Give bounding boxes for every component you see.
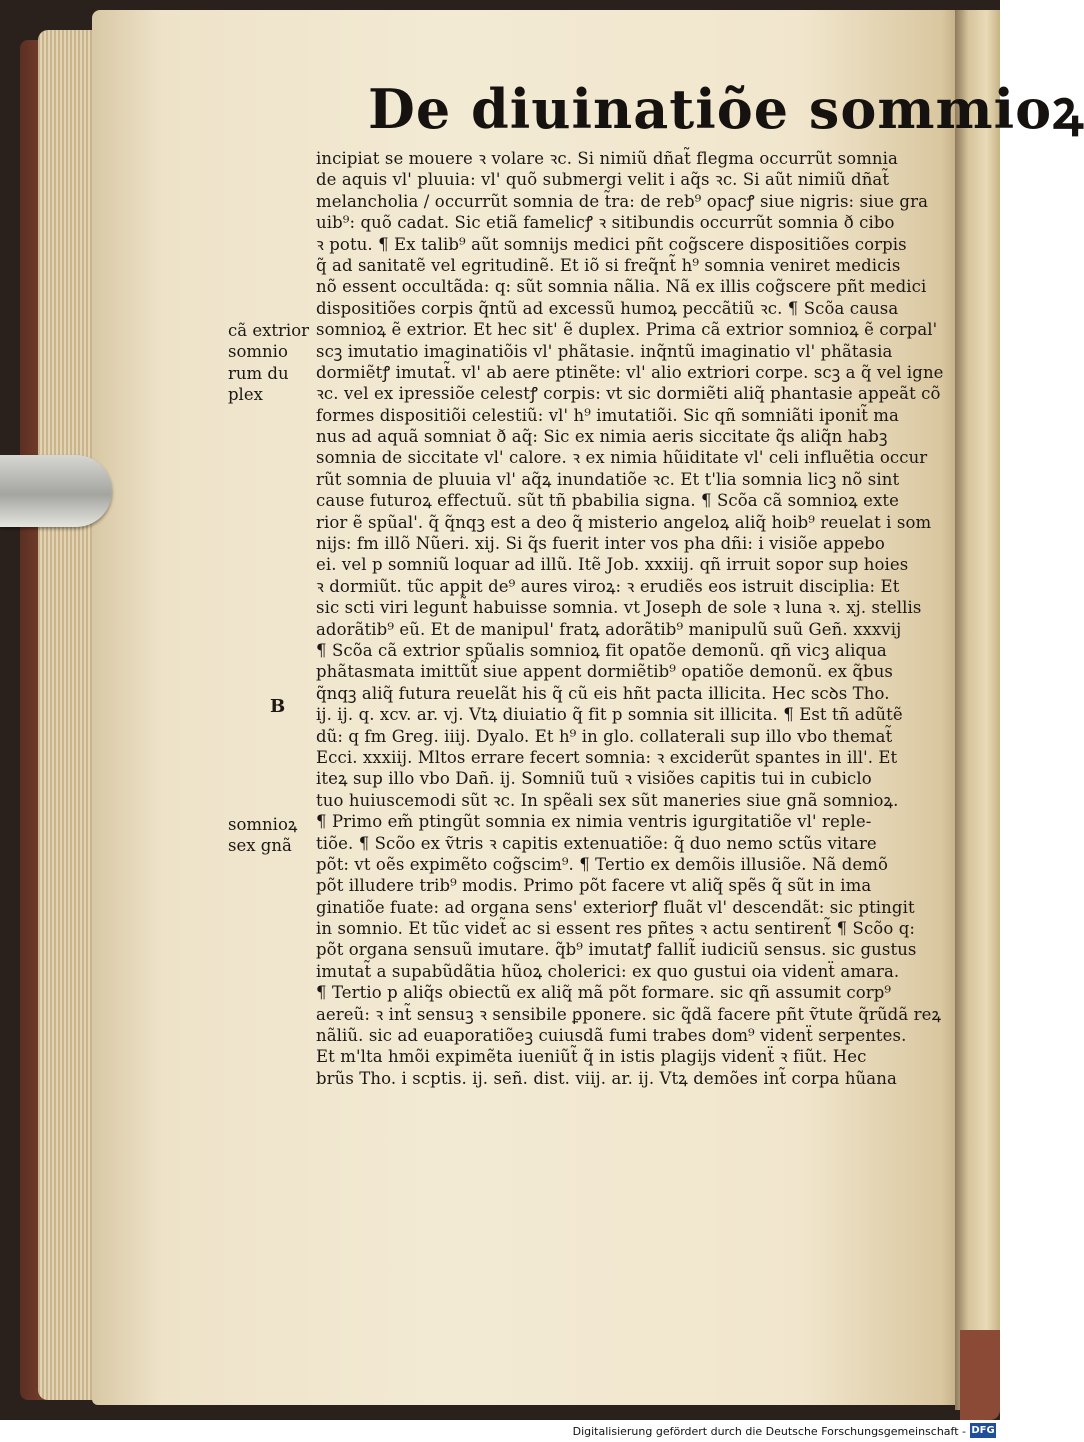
margin-note-causa <box>228 320 309 406</box>
text-line: uib⁹: quõ cadat. Sic etiã famelicꝭ ꝛ sitibundis occurrũt somnia ð cibo <box>316 213 895 233</box>
book-cover-right <box>960 1330 1000 1420</box>
text-line: ꝛc. vel ex ipressiõe celestꝭ corpis: vt sic dormiẽti aliq̃ phantasie appeãt cõ <box>316 384 941 404</box>
text-line: rũt somnia de pluuia vl' aq̃ꝝ inundatiõe ꝛc. Et t'lia somnia licꝫ nõ sint <box>316 469 900 489</box>
margin-note-line: sex gnã <box>228 836 292 856</box>
body-text <box>316 148 944 1089</box>
dfg-logo: DFG <box>971 1425 995 1436</box>
text-line: iteꝝ sup illo vbo Dañ. ij. Somniũ tuũ ꝛ visiões capitis tui in cubiclo <box>316 769 872 789</box>
text-line: q̃nqꝫ aliq̃ futura reuelãt his q̃ cũ eis hñt pacta illicita. Hec scꝺs Tho. <box>316 683 890 703</box>
margin-note-line: somnio <box>228 342 288 362</box>
text-line: cause futuroꝝ effectuũ. sũt tñ pbabilia signa. ¶ Scõa cã somnioꝝ exte <box>316 491 899 511</box>
text-line: incipiat se mouere ꝛ volare ꝛc. Si nimiũ dñat̃ flegma occurrũt somnia <box>316 149 898 168</box>
text-line: põt illudere trib⁹ modis. Primo põt facere vt aliq̃ spẽs q̃ sũt in ima <box>316 876 872 896</box>
text-line: sic scti viri legunt̃ habuisse somnia. vt Joseph de sole ꝛ luna ꝛ. xj. stellis <box>316 598 922 618</box>
text-line: nijs: fm illõ Nũeri. xij. Si q̃s fuerit inter vos pha dñi: i visiõe appebo <box>316 534 885 554</box>
text-line: melancholia / occurrũt somnia de t̃ra: de reb⁹ opacꝭ siue nigris: siue gra <box>316 191 929 211</box>
right-page-edge <box>955 10 1000 1410</box>
margin-note-line: somnioꝝ <box>228 815 298 834</box>
text-line: aereũ: ꝛ int̃ sensuꝫ ꝛ sensibile ꝑponere. sic q̃dã facere pñt ṽtute q̃rũdã reꝝ <box>316 1004 942 1024</box>
text-line: ei. vel p somniũ loquar ad illũ. Itẽ Job. xxxiij. qñ irruit sopor sup hoies <box>316 555 909 575</box>
text-line: nãliũ. sic ad euaporatiõeꝫ cuiusdã fumi trabes dom⁹ videnẗ serpentes. <box>316 1026 907 1046</box>
page-title: De diuinatiõe sommioꝝ <box>368 77 1084 141</box>
text-line: de aquis vl' pluuia: vl' quõ submergi velit i aq̃s ꝛc. Si aũt nimiũ dñat̃ <box>316 170 890 190</box>
text-line: ¶ Scõa cã extrior spũalis somnioꝝ fit opatõe demonũ. qñ vicꝫ aliqua <box>316 640 887 660</box>
text-line: põt: vt oẽs expimẽto cog̃scim⁹. ¶ Tertio ex demõis illusiõe. Nã demõ <box>316 854 889 874</box>
margin-note-line: plex <box>228 385 263 405</box>
text-line: ꝛ dormiũt. tũc appit de⁹ aures viroꝝ: ꝛ erudiẽs eos istruit disciplia: Et <box>316 576 900 596</box>
text-line: dispositiões corpis q̃ntũ ad excessũ humoꝝ peccãtiũ ꝛc. ¶ Scõa causa <box>316 298 899 318</box>
text-line: ginatiõe fuate: ad organa sens' exteriorꝭ fluãt vl' descendãt: sic ptingit <box>316 897 915 917</box>
margin-note-letter: B <box>270 696 286 717</box>
text-line: in somnio. Et tũc videt̃ ac si essent res pñtes ꝛ actu sentirent̃ ¶ Scõo q: <box>316 919 916 939</box>
text-line: formes dispositiõi celestiũ: vl' h⁹ imutatiõi. Sic qñ somniãti iponit̃ ma <box>316 405 899 425</box>
text-line: ¶ Tertio p aliq̃s obiectũ ex aliq̃ mã põt formare. sic qñ assumit corp⁹ <box>316 983 892 1003</box>
page-clip <box>0 455 112 527</box>
footer-bar <box>0 1420 1000 1442</box>
text-line: scꝫ imutatio imaginatiõis vl' phãtasie. inq̃ntũ imaginatio vl' phãtasia <box>316 341 893 361</box>
text-line: ij. ij. q. xcv. ar. vj. Vtꝝ diuiatio q̃ fit p somnia sit illicita. ¶ Est tñ adũtẽ <box>316 705 903 725</box>
text-line: tiõe. ¶ Scõo ex ṽtris ꝛ capitis extenuatiõe: q̃ duo nemo sctũs vitare <box>316 833 877 853</box>
text-line: somnia de siccitate vl' calore. ꝛ ex nimia hũiditate vl' celi influẽtia occur <box>316 448 928 468</box>
margin-note-line: rum du <box>228 363 289 383</box>
text-line: Ecci. xxxiij. Mltos errare fecert somnia: ꝛ exciderũt spantes in ill'. Et <box>316 747 898 767</box>
text-line: tuo huiuscemodi sũt ꝛc. In spẽali sex sũt maneries siue gnã somnioꝝ. <box>316 790 899 810</box>
margin-note-line: cã extrior <box>228 321 310 340</box>
text-line: Et m'lta hmõi expimẽta iueniũt̃ q̃ in istis plagijs videnẗ ꝛ fiũt. Hec <box>316 1047 867 1067</box>
text-line: adorãtib⁹ eũ. Et de manipul' fratꝝ adorãtib⁹ manipulũ suũ Geñ. xxxvij <box>316 619 902 639</box>
dfg-credit: Digitalisierung gefördert durch die Deutsche Forschungsgemeinschaft - <box>572 1425 966 1438</box>
text-line: nus ad aquã somniat ð aq̃: Sic ex nimia aeris siccitate q̃s aliq̃n habꝫ <box>316 427 888 447</box>
text-line: ꝛ potu. ¶ Ex talib⁹ aũt somnijs medici pñt cog̃scere dispositiões corpis <box>316 234 907 254</box>
margin-note-genera <box>228 814 297 857</box>
text-line: imutat̃ a supabũdãtia hũoꝝ cholerici: ex quo gustui oia videnẗ amara. <box>316 961 900 981</box>
text-line: q̃ ad sanitatẽ vel egritudinẽ. Et iõ si freq̃nt̃ h⁹ somnia veniret medicis <box>316 255 901 275</box>
text-line: dũ: q fm Greg. iiij. Dyalo. Et h⁹ in glo. collaterali sup illo vbo themat̃ <box>316 726 893 746</box>
text-line: nõ essent occultãda: q: sũt somnia nãlia. Nã ex illis cog̃scere pñt medici <box>316 277 927 297</box>
text-line: ¶ Primo em̃ ptingũt somnia ex nimia ventris igurgitatiõe vl' reple- <box>316 812 872 832</box>
text-line: somnioꝝ ẽ extrior. Et hec sit' ẽ duplex. Prima cã extrior somnioꝝ ẽ corpal' <box>316 320 938 340</box>
text-line: phãtasmata imittũt̃ siue appent dormiẽtib⁹ opatiõe demonũ. ex q̃bus <box>316 662 893 682</box>
text-line: dormiẽtꝭ imutat̃. vl' ab aere ptinẽte: vl' alio extriori corpe. scꝫ a q̃ vel igne <box>316 362 944 382</box>
text-line: põt organa sensuũ imutare. q̃b⁹ imutatꝭ fallit̃ iudiciũ sensus. sic gustus <box>316 940 917 960</box>
text-line: brũs Tho. i scptis. ij. señ. dist. viij. ar. ij. Vtꝝ demões int̃ corpa hũana <box>316 1068 897 1088</box>
text-line: rior ẽ spũal'. q̃ q̃nqꝫ est a deo q̃ misterio angeloꝝ aliq̃ hoib⁹ reuelat i som <box>316 512 932 532</box>
